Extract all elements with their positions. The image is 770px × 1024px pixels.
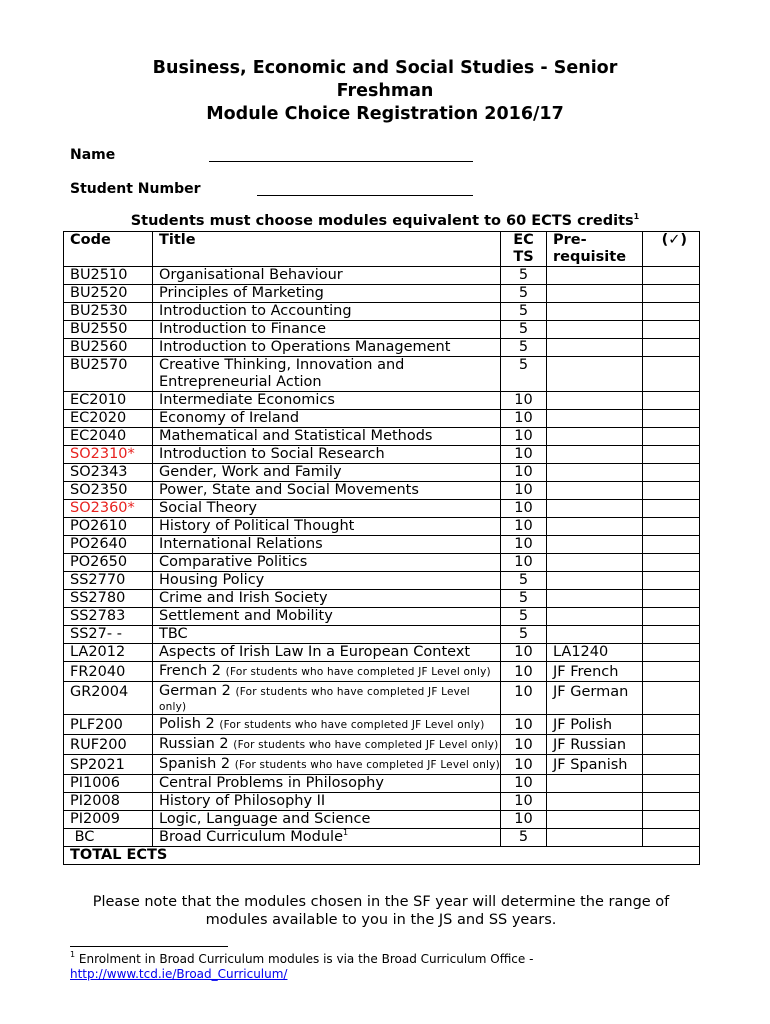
table-row: [64, 775, 700, 793]
module-prerequisite: [547, 267, 643, 285]
module-prerequisite: [547, 285, 643, 303]
module-title: Russian 2 (For students who have completed JF Level only): [153, 735, 501, 755]
student-number-field[interactable]: [257, 195, 473, 196]
module-code: BU2510: [64, 267, 153, 285]
module-title: Central Problems in Philosophy: [153, 775, 501, 793]
module-ects: 5: [501, 572, 547, 590]
module-prerequisite: JF Russian: [547, 735, 643, 755]
module-code: PO2650: [64, 554, 153, 572]
module-prerequisite: [547, 572, 643, 590]
module-title: Gender, Work and Family: [153, 464, 501, 482]
module-code: SS2770: [64, 572, 153, 590]
table-row: [64, 536, 700, 554]
module-note: (For students who have completed JF Level only): [219, 719, 485, 731]
table-header-row: [64, 232, 700, 267]
module-code: BU2560: [64, 339, 153, 357]
footnote-ref: 1: [343, 828, 349, 837]
table-row: [64, 755, 700, 775]
module-note: (For students who have completed JF Level only): [233, 739, 499, 751]
table-row: [64, 735, 700, 755]
selection-checkbox-cell[interactable]: [643, 536, 700, 554]
module-prerequisite: [547, 536, 643, 554]
module-ects: 10: [501, 735, 547, 755]
module-ects: 5: [501, 285, 547, 303]
module-title: Social Theory: [153, 500, 501, 518]
table-row: [64, 392, 700, 410]
table-row: [64, 608, 700, 626]
module-prerequisite: JF German: [547, 682, 643, 715]
selection-checkbox-cell[interactable]: [643, 608, 700, 626]
selection-checkbox-cell[interactable]: [643, 446, 700, 464]
module-code: SO2350: [64, 482, 153, 500]
selection-checkbox-cell[interactable]: [643, 464, 700, 482]
module-title: Polish 2 (For students who have completed JF Level only): [153, 715, 501, 735]
module-ects: 5: [501, 590, 547, 608]
module-note: (For students who have completed JF Level only): [225, 666, 491, 678]
module-title: Logic, Language and Science: [153, 811, 501, 829]
module-title: Introduction to Finance: [153, 321, 501, 339]
table-row: [64, 303, 700, 321]
module-title: Aspects of Irish Law In a European Context: [153, 644, 501, 662]
selection-checkbox-cell[interactable]: [643, 793, 700, 811]
module-prerequisite: [547, 464, 643, 482]
selection-checkbox-cell[interactable]: [643, 735, 700, 755]
module-prerequisite: [547, 626, 643, 644]
module-ects: 10: [501, 775, 547, 793]
table-row: [64, 626, 700, 644]
selection-checkbox-cell[interactable]: [643, 321, 700, 339]
header-code: Code: [64, 232, 153, 267]
table-row: [64, 811, 700, 829]
table-row: [64, 464, 700, 482]
selection-checkbox-cell[interactable]: [643, 755, 700, 775]
module-code: EC2020: [64, 410, 153, 428]
header-check: (✓): [643, 232, 700, 267]
selection-checkbox-cell[interactable]: [643, 410, 700, 428]
module-title: German 2 (For students who have completed JF Level only): [153, 682, 501, 715]
page-title: [70, 57, 700, 126]
module-ects: 10: [501, 482, 547, 500]
selection-checkbox-cell[interactable]: [643, 285, 700, 303]
selection-checkbox-cell[interactable]: [643, 392, 700, 410]
module-ects: 5: [501, 267, 547, 285]
module-ects: 5: [501, 321, 547, 339]
table-row: [64, 554, 700, 572]
module-note: (For students who have completed JF Level only): [159, 686, 470, 713]
table-row: [64, 446, 700, 464]
footnote-divider: [70, 946, 228, 947]
title-line-2: Freshman: [336, 81, 434, 101]
table-row: [64, 428, 700, 446]
module-code: GR2004: [64, 682, 153, 715]
module-title: Organisational Behaviour: [153, 267, 501, 285]
selection-checkbox-cell[interactable]: [643, 662, 700, 682]
module-prerequisite: [547, 321, 643, 339]
table-row: [64, 410, 700, 428]
module-prerequisite: [547, 590, 643, 608]
module-ects: 5: [501, 829, 547, 847]
module-title: TBC: [153, 626, 501, 644]
module-ects: 10: [501, 554, 547, 572]
module-ects: 10: [501, 392, 547, 410]
table-row: [64, 662, 700, 682]
module-prerequisite: [547, 518, 643, 536]
title-line-1: Business, Economic and Social Studies - Senior: [152, 58, 618, 78]
module-ects: 10: [501, 518, 547, 536]
module-title: Intermediate Economics: [153, 392, 501, 410]
module-code: PI1006: [64, 775, 153, 793]
module-ects: 10: [501, 755, 547, 775]
selection-checkbox-cell[interactable]: [643, 572, 700, 590]
footnote-text: Enrolment in Broad Curriculum modules is via the Broad Curriculum Office -: [78, 952, 534, 966]
module-code: SO2343: [64, 464, 153, 482]
name-field[interactable]: [209, 161, 473, 162]
module-code: PI2009: [64, 811, 153, 829]
module-ects: 5: [501, 303, 547, 321]
selection-checkbox-cell[interactable]: [643, 482, 700, 500]
module-ects: 5: [501, 608, 547, 626]
table-row: [64, 339, 700, 357]
module-ects: 10: [501, 644, 547, 662]
module-code: PO2610: [64, 518, 153, 536]
table-row: [64, 357, 700, 392]
module-title: Economy of Ireland: [153, 410, 501, 428]
module-title: French 2 (For students who have completed JF Level only): [153, 662, 501, 682]
module-ects: 10: [501, 410, 547, 428]
total-ects-label: TOTAL ECTS: [64, 847, 700, 865]
module-code: SS27- -: [64, 626, 153, 644]
module-code: LA2012: [64, 644, 153, 662]
selection-checkbox-cell[interactable]: [643, 518, 700, 536]
selection-checkbox-cell[interactable]: [643, 554, 700, 572]
name-label: Name: [70, 147, 116, 163]
table-row: [64, 590, 700, 608]
module-ects: 10: [501, 715, 547, 735]
selection-checkbox-cell[interactable]: [643, 500, 700, 518]
module-title: Comparative Politics: [153, 554, 501, 572]
module-ects: 5: [501, 339, 547, 357]
module-title: Spanish 2 (For students who have completed JF Level only): [153, 755, 501, 775]
module-code: SS2783: [64, 608, 153, 626]
table-row: [64, 829, 700, 847]
module-prerequisite: JF Spanish: [547, 755, 643, 775]
module-code: FR2040: [64, 662, 153, 682]
module-prerequisite: [547, 482, 643, 500]
module-note: (For students who have completed JF Level only): [234, 759, 500, 771]
module-code: BU2530: [64, 303, 153, 321]
module-ects: 10: [501, 464, 547, 482]
module-code: BU2570: [64, 357, 153, 392]
module-table: [63, 231, 700, 865]
total-row: [64, 847, 700, 865]
module-title: Mathematical and Statistical Methods: [153, 428, 501, 446]
module-prerequisite: [547, 829, 643, 847]
module-prerequisite: [547, 303, 643, 321]
selection-checkbox-cell[interactable]: [643, 357, 700, 392]
module-ects: 10: [501, 662, 547, 682]
module-prerequisite: [547, 446, 643, 464]
module-ects: 10: [501, 682, 547, 715]
table-row: [64, 285, 700, 303]
module-code: PLF200: [64, 715, 153, 735]
module-ects: 10: [501, 428, 547, 446]
module-prerequisite: LA1240: [547, 644, 643, 662]
module-title: Introduction to Accounting: [153, 303, 501, 321]
module-code: PI2008: [64, 793, 153, 811]
instruction-text: [70, 213, 700, 229]
footnote-mark: 1: [70, 950, 76, 959]
module-ects: 10: [501, 446, 547, 464]
module-prerequisite: [547, 608, 643, 626]
module-prerequisite: [547, 428, 643, 446]
selection-checkbox-cell[interactable]: [643, 715, 700, 735]
table-row: [64, 793, 700, 811]
student-number-label: Student Number: [70, 181, 201, 197]
closing-note: Please note that the modules chosen in the SF year will determine the range of modules available to you in the JS and SS years.: [92, 894, 670, 928]
instruction-body: Students must choose modules equivalent to 60 ECTS credits: [130, 213, 634, 229]
table-row: [64, 267, 700, 285]
module-title: Introduction to Social Research: [153, 446, 501, 464]
module-prerequisite: [547, 793, 643, 811]
module-title: International Relations: [153, 536, 501, 554]
footnote: [70, 952, 533, 982]
table-row: [64, 644, 700, 662]
footnote-ref: 1: [633, 212, 640, 221]
module-code: BU2550: [64, 321, 153, 339]
table-row: [64, 482, 700, 500]
module-code: SP2021: [64, 755, 153, 775]
selection-checkbox-cell[interactable]: [643, 428, 700, 446]
module-code: RUF200: [64, 735, 153, 755]
module-prerequisite: [547, 392, 643, 410]
selection-checkbox-cell[interactable]: [643, 626, 700, 644]
module-prerequisite: JF Polish: [547, 715, 643, 735]
module-title: Power, State and Social Movements: [153, 482, 501, 500]
table-row: [64, 321, 700, 339]
module-code: SO2360*: [64, 500, 153, 518]
selection-checkbox-cell[interactable]: [643, 644, 700, 662]
module-prerequisite: [547, 775, 643, 793]
selection-checkbox-cell[interactable]: [643, 775, 700, 793]
module-prerequisite: JF French: [547, 662, 643, 682]
module-code: SO2310*: [64, 446, 153, 464]
module-ects: 10: [501, 500, 547, 518]
module-title: History of Political Thought: [153, 518, 501, 536]
selection-checkbox-cell[interactable]: [643, 339, 700, 357]
title-line-3: Module Choice Registration 2016/17: [206, 104, 564, 124]
module-ects: 10: [501, 811, 547, 829]
header-ects: EC TS: [501, 232, 547, 267]
table-row: [64, 715, 700, 735]
module-title: Introduction to Operations Management: [153, 339, 501, 357]
table-row: [64, 572, 700, 590]
selection-checkbox-cell[interactable]: [643, 590, 700, 608]
module-ects: 10: [501, 793, 547, 811]
module-title: Principles of Marketing: [153, 285, 501, 303]
module-ects: 10: [501, 536, 547, 554]
module-prerequisite: [547, 554, 643, 572]
module-title: Housing Policy: [153, 572, 501, 590]
broad-curriculum-link[interactable]: http://www.tcd.ie/Broad_Curriculum/: [70, 967, 288, 981]
table-row: [64, 500, 700, 518]
module-prerequisite: [547, 339, 643, 357]
table-row: [64, 682, 700, 715]
selection-checkbox-cell[interactable]: [643, 682, 700, 715]
module-prerequisite: [547, 410, 643, 428]
module-title: Crime and Irish Society: [153, 590, 501, 608]
module-title: History of Philosophy II: [153, 793, 501, 811]
module-code: EC2010: [64, 392, 153, 410]
module-title: Broad Curriculum Module$^1$: [153, 829, 501, 847]
module-prerequisite: [547, 357, 643, 392]
selection-checkbox-cell[interactable]: [643, 267, 700, 285]
module-ects: 5: [501, 357, 547, 392]
table-row: [64, 518, 700, 536]
module-code: BU2520: [64, 285, 153, 303]
module-prerequisite: [547, 811, 643, 829]
selection-checkbox-cell[interactable]: [643, 829, 700, 847]
module-code: PO2640: [64, 536, 153, 554]
module-prerequisite: [547, 500, 643, 518]
header-title: Title: [153, 232, 501, 267]
module-title: Creative Thinking, Innovation and Entrepreneurial Action: [153, 357, 501, 392]
header-prerequisite: Pre- requisite: [547, 232, 643, 267]
module-title: Settlement and Mobility: [153, 608, 501, 626]
selection-checkbox-cell[interactable]: [643, 811, 700, 829]
module-code: SS2780: [64, 590, 153, 608]
module-code: EC2040: [64, 428, 153, 446]
module-ects: 5: [501, 626, 547, 644]
module-code: BC: [64, 829, 153, 847]
selection-checkbox-cell[interactable]: [643, 303, 700, 321]
